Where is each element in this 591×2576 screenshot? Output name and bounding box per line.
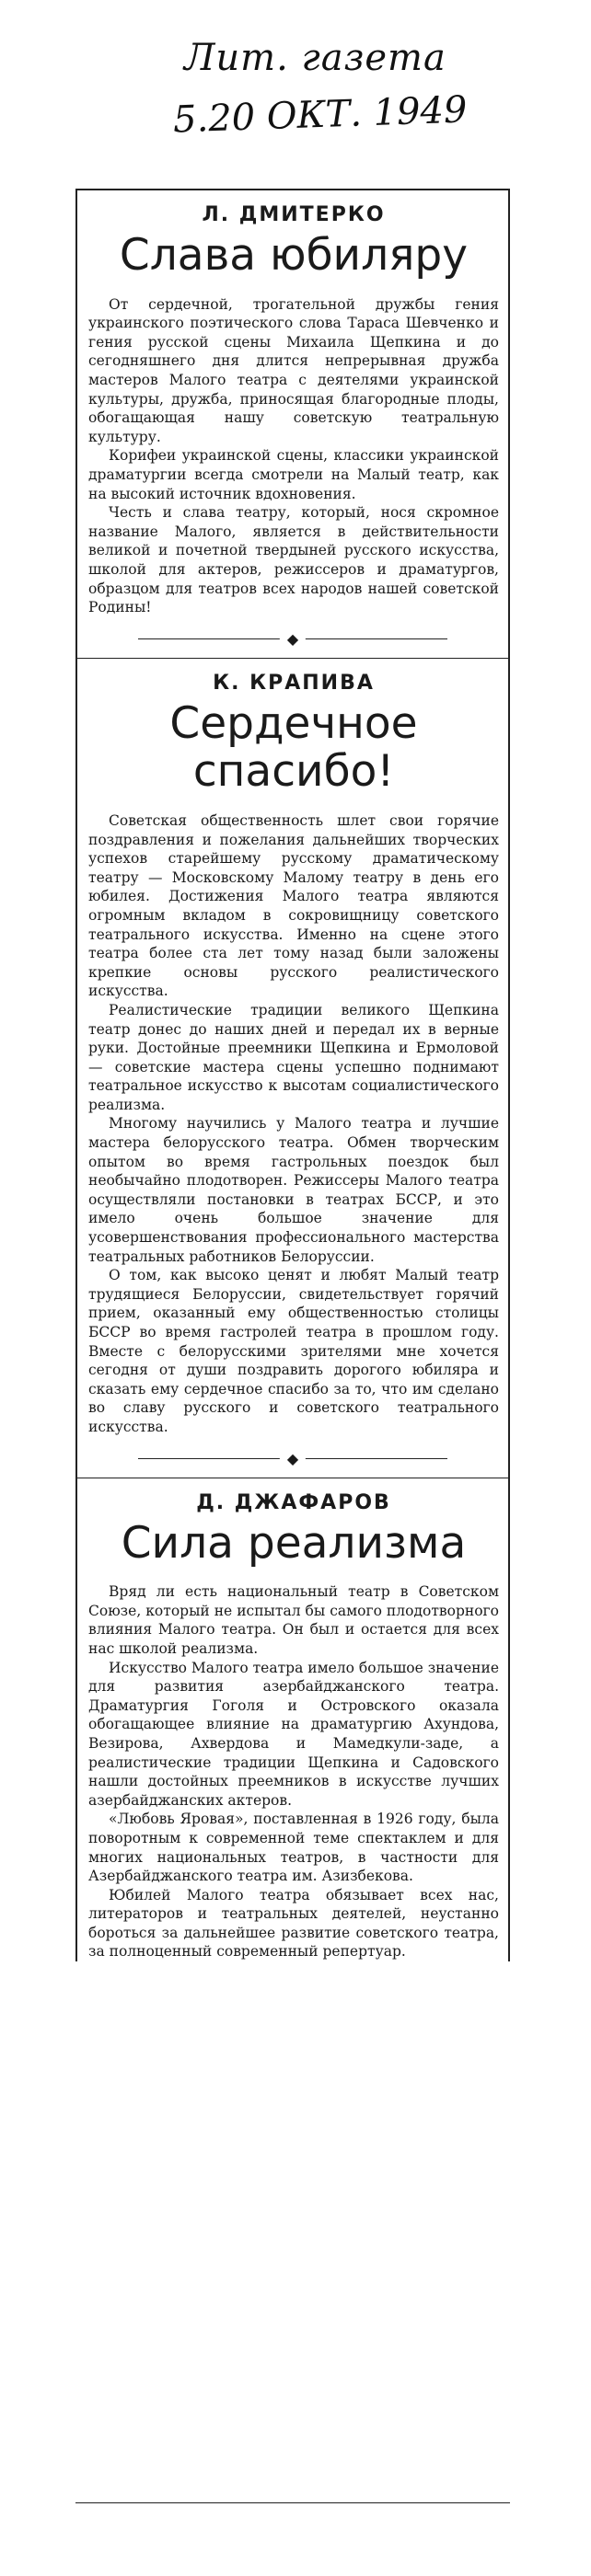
diamond-ornament-icon: ◆: [280, 630, 306, 649]
article-paragraph: От сердечной, трогательной дружбы гения украинского поэтического слова Тараса Шевченко и гения русской сцены Михаила Щепкина и до сегодняшнего дня длится непрерывная дружба мастеров Малого театра с деятелями украинской культуры, дружба, приносящая благородные плоды, обогащающая нашу советскую театральную культуру.: [88, 295, 499, 445]
article-krapiva: [88, 672, 499, 1437]
handwritten-newspaper-name: Лит. газета: [184, 37, 446, 79]
top-rule: [77, 189, 508, 190]
article-title-line: Сердечное: [169, 697, 418, 749]
article-author: К. КРАПИВА: [213, 671, 375, 695]
newspaper-column: [75, 189, 510, 1961]
article-title-line: спасибо!: [192, 746, 395, 798]
handwritten-date: 5.20 ОКТ. 1949: [172, 88, 469, 142]
article-paragraph: Юбилей Малого театра обязывает всех нас, литераторов и театральных деятелей, неустанно бороться за дальнейшее развитие советского театра, за полноценный современный репертуар.: [88, 1886, 499, 1961]
article-paragraph: Реалистические традиции великого Щепкина театр донес до наших дней и передал их в верные руки. Достойные преемники Щепкина и Ермоловой — советские мастера сцены успешно поднимают театральное искусство к высотам социалистического реализма.: [88, 1001, 499, 1113]
article-paragraph: «Любовь Яровая», поставленная в 1926 году, была поворотным к современной теме спектаклем и для многих национальных театров, в частности для Азербайджанского театра им. Азизбекова.: [88, 1811, 499, 1885]
article-paragraph: Честь и слава театру, который, нося скромное название Малого, является в действительности великой и почетной твердыней русского искусства, школой для актеров, режиссеров и драматургов, образцом для театров всех народов нашей советской Родины!: [88, 504, 499, 616]
article-author: Д. ДЖАФАРОВ: [196, 1490, 391, 1514]
article-title: [88, 697, 499, 798]
article-paragraph: Многому научились у Малого театра и лучшие мастера белорусского театра. Обмен творческим опытом во время гастрольных поездок был необычайно плодотворен. Режиссеры Малого театра осуществляли постановки в театрах БССР, и это имело очень большое значение для усовершенствования профессионального мастерства театральных работников Белоруссии.: [88, 1115, 499, 1265]
article-paragraph: О том, как высоко ценят и любят Малый театр трудящиеся Белоруссии, свидетельствует горячий прием, оказанный ему общественностью столицы БССР во время гастролей театра в прошлом году. Вместе с белорусскими зрителями мне хочется сегодня от души поздравить дорогого юбиляра и сказать ему сердечное спасибо за то, что им сделано во славу русского и советского театрального искусства.: [88, 1267, 499, 1435]
article-paragraph: Корифеи украинской сцены, классики украинской драматургии всегда смотрели на Малый театр, как на высокий источник вдохновения.: [88, 447, 499, 502]
article-title-line: Слава юбиляру: [119, 230, 469, 281]
article-title-line: Сила реализма: [121, 1517, 467, 1569]
article-author: Л. ДМИТЕРКО: [202, 203, 386, 226]
section-rule: [77, 658, 508, 659]
column-bottom-rule: [75, 2502, 510, 2503]
article-paragraph: Искусство Малого театра имело большое значение для развития азербайджанского театра. Драматургия Гоголя и Островского оказала обогащающее влияние на драматургию Ахундова, Везирова, Ахвердова и Мамедкули-заде, а реалистические традиции Щепкина и Садовского нашли достойных преемников в искусстве лучших азербайджанских актеров.: [88, 1659, 499, 1809]
article-paragraph: Вряд ли есть национальный театр в Советском Союзе, который не испытал бы самого плодотворного влияния Малого театра. Он был и остается для всех нас школой реализма.: [88, 1583, 499, 1657]
article-dmiterko: [88, 203, 499, 617]
article-dzhafarov: [88, 1491, 499, 1962]
article-divider: [77, 630, 508, 649]
article-paragraph: Советская общественность шлет свои горячие поздравления и пожелания дальнейших творческих успехов старейшему русскому драматическому театру — Московскому Малому театру в день его юбилея. Достижения Малого театра являются огромным вкладом в сокровищницу советского театрального искусства. Именно на сцене этого театра более ста лет тому назад были заложены крепкие основы русского реалистического искусства.: [88, 811, 499, 1000]
article-divider: [77, 1450, 508, 1468]
article-title: [88, 1517, 499, 1569]
diamond-ornament-icon: ◆: [280, 1450, 306, 1468]
article-title: [88, 232, 499, 281]
